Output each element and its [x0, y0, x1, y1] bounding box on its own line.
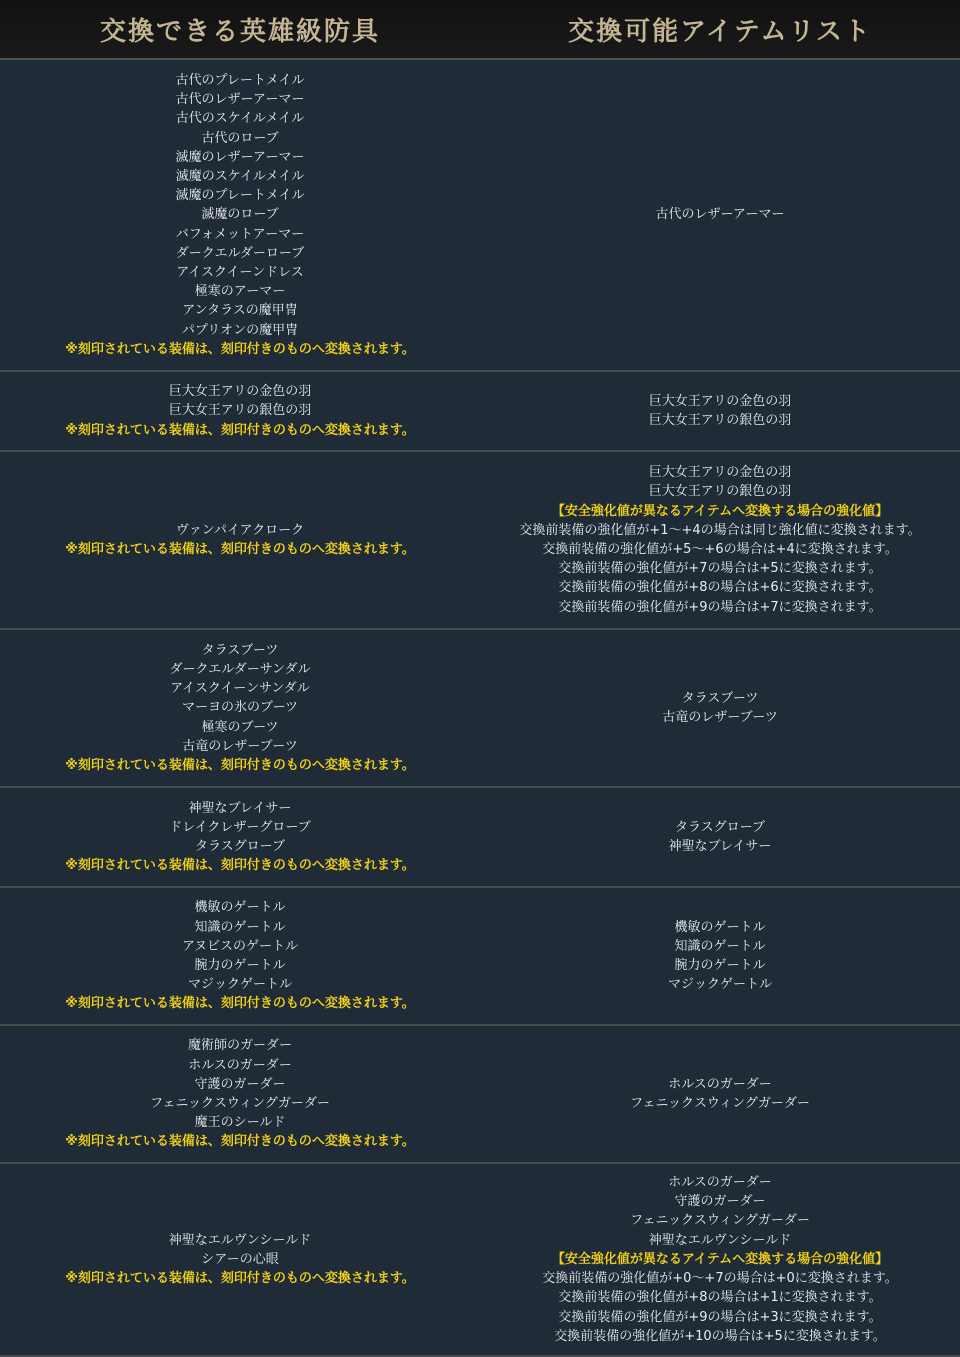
item-name: 巨大女王アリの金色の羽	[168, 384, 312, 400]
engraving-note: ※刻印されている装備は、刻印付きのものへ変換されます。	[65, 1134, 415, 1150]
item-name: 古代のプレートメイル	[175, 72, 305, 88]
right-cell	[480, 788, 960, 886]
item-name: 神聖なブレイサー	[188, 800, 292, 816]
exchangeable-item: 守護のガーダー	[674, 1194, 766, 1210]
engraving-note: ※刻印されている装備は、刻印付きのものへ変換されます。	[65, 758, 415, 773]
item-name: アイスクイーンドレス	[176, 265, 304, 280]
enhancement-rule: 交換前装備の強化値が+0～+7の場合は+0に変換されます。	[542, 1271, 898, 1287]
enhancement-rule: 交換前装備の強化値が+5～+6の場合は+4に変換されます。	[542, 542, 898, 557]
header-left: 交換できる英雄級防具	[99, 16, 380, 47]
item-name: シアーの心眼	[201, 1251, 279, 1267]
table-row	[0, 1164, 960, 1357]
exchangeable-item: ホルスのガーダー	[668, 1175, 772, 1191]
left-cell	[0, 1164, 480, 1355]
enhancement-note-title: 【安全強化値が異なるアイテムへ変換する場合の強化値】	[551, 503, 889, 519]
enhancement-rule: 交換前装備の強化値が+10の場合は+5に変換されます。	[554, 1328, 886, 1344]
left-cell	[0, 372, 480, 450]
item-name: マジックゲートル	[187, 977, 292, 993]
exchangeable-item: タラスグローブ	[675, 819, 765, 835]
engraving-note: ※刻印されている装備は、刻印付きのものへ変換されます。	[65, 996, 415, 1012]
item-name: 極寒のアーマー	[194, 284, 286, 300]
item-name: 滅魔のレザーアーマー	[175, 149, 305, 165]
engraving-note: ※刻印されている装備は、刻印付きのものへ変換されます。	[65, 858, 415, 874]
right-cell	[480, 888, 960, 1024]
left-cell	[0, 1026, 480, 1162]
item-name: タラスブーツ	[201, 642, 279, 658]
right-cell	[480, 1164, 960, 1355]
table-body	[0, 60, 960, 1357]
table-row	[0, 630, 960, 788]
exchangeable-item: 巨大女王アリの金色の羽	[648, 465, 792, 481]
left-cell	[0, 788, 480, 886]
enhancement-rule: 交換前装備の強化値が+8の場合は+1に変換されます。	[558, 1290, 882, 1306]
exchangeable-item: フェニックスウィングガーダー	[630, 1213, 810, 1229]
exchangeable-item: マジックゲートル	[667, 977, 772, 993]
item-name: パプリオンの魔甲冑	[181, 322, 299, 338]
right-cell	[480, 1026, 960, 1162]
table-row	[0, 788, 960, 888]
exchangeable-item: 巨大女王アリの銀色の羽	[648, 413, 792, 428]
item-name: 古代のスケイルメイル	[175, 111, 305, 127]
enhancement-note-title: 【安全強化値が異なるアイテムへ変換する場合の強化値】	[551, 1251, 889, 1267]
exchangeable-item: 神聖なエルヴンシールド	[648, 1232, 792, 1248]
item-name: 古代のローブ	[201, 130, 279, 146]
engraving-note: ※刻印されている装備は、刻印付きのものへ変換されます。	[65, 422, 415, 438]
left-cell	[0, 60, 480, 370]
item-name: フェニックスウィングガーダー	[150, 1096, 330, 1111]
item-name: マーヨの氷のブーツ	[181, 700, 299, 716]
right-cell	[480, 372, 960, 450]
item-name: ドレイクレザーグローブ	[169, 819, 311, 835]
item-name: ダークエルダーサンダル	[169, 661, 311, 677]
item-name: 守護のガーダー	[194, 1076, 286, 1092]
item-name: 巨大女王アリの銀色の羽	[168, 403, 312, 419]
enhancement-rule: 交換前装備の強化値が+1～+4の場合は同じ強化値に変換されます。	[519, 522, 921, 538]
exchangeable-item: 古代のレザーアーマー	[655, 207, 785, 223]
item-name: 魔王のシールド	[194, 1115, 286, 1131]
enhancement-rule: 交換前装備の強化値が+9の場合は+3に変換されます。	[558, 1309, 882, 1325]
engraving-note: ※刻印されている装備は、刻印付きのものへ変換されます。	[65, 1271, 415, 1287]
exchangeable-item: 機敏のゲートル	[674, 919, 766, 935]
table-row	[0, 60, 960, 372]
item-name: 滅魔のスケイルメイル	[175, 168, 305, 184]
item-name: ヴァンパイアクローク	[175, 522, 305, 538]
exchangeable-item: フェニックスウィングガーダー	[630, 1096, 810, 1111]
item-name: アヌビスのゲートル	[181, 938, 299, 954]
item-name: 滅魔のプレートメイル	[175, 188, 305, 204]
item-name: ホルスのガーダー	[188, 1057, 292, 1073]
item-name: 極寒のブーツ	[201, 719, 279, 735]
item-name: 滅魔のローブ	[201, 207, 279, 223]
table-row	[0, 372, 960, 452]
right-cell	[480, 452, 960, 628]
item-name: ダークエルダーローブ	[175, 245, 305, 261]
exchangeable-item: 古竜のレザーブーツ	[662, 710, 778, 725]
exchangeable-item: タラスブーツ	[681, 690, 759, 706]
right-cell	[480, 60, 960, 370]
left-cell	[0, 452, 480, 628]
left-cell	[0, 888, 480, 1024]
left-cell	[0, 630, 480, 786]
item-name: 機敏のゲートル	[194, 900, 286, 916]
exchangeable-item: 神聖なブレイサー	[668, 839, 772, 854]
item-name: 魔術師のガーダー	[187, 1038, 292, 1054]
exchangeable-item: 巨大女王アリの金色の羽	[648, 393, 792, 409]
table-row	[0, 452, 960, 630]
item-name: 古竜のレザーブーツ	[182, 738, 298, 754]
item-name: 腕力のゲートル	[194, 958, 286, 973]
exchangeable-item: 巨大女王アリの銀色の羽	[648, 484, 792, 500]
table-row	[0, 888, 960, 1026]
item-name: タラスグローブ	[195, 839, 285, 854]
item-name: 神聖なエルヴンシールド	[168, 1232, 312, 1248]
exchangeable-item: 知識のゲートル	[674, 938, 766, 954]
header-right: 交換可能アイテムリスト	[568, 16, 872, 47]
enhancement-rule: 交換前装備の強化値が+8の場合は+6に変換されます。	[558, 580, 882, 596]
item-name: アイスクイーンサンダル	[170, 681, 310, 697]
exchangeable-item: 腕力のゲートル	[674, 958, 766, 973]
enhancement-rule: 交換前装備の強化値が+9の場合は+7に変換されます。	[558, 599, 882, 615]
item-name: アンタラスの魔甲冑	[182, 303, 298, 319]
exchangeable-item: ホルスのガーダー	[668, 1076, 772, 1092]
table-header	[0, 0, 960, 60]
item-name: 知識のゲートル	[194, 919, 286, 935]
item-name: バフォメットアーマー	[175, 226, 305, 242]
engraving-note: ※刻印されている装備は、刻印付きのものへ変換されます。	[65, 341, 415, 357]
engraving-note: ※刻印されている装備は、刻印付きのものへ変換されます。	[65, 542, 415, 557]
item-name: 古代のレザーアーマー	[175, 92, 305, 108]
enhancement-rule: 交換前装備の強化値が+7の場合は+5に変換されます。	[558, 561, 882, 577]
table-row	[0, 1026, 960, 1164]
right-cell	[480, 630, 960, 786]
